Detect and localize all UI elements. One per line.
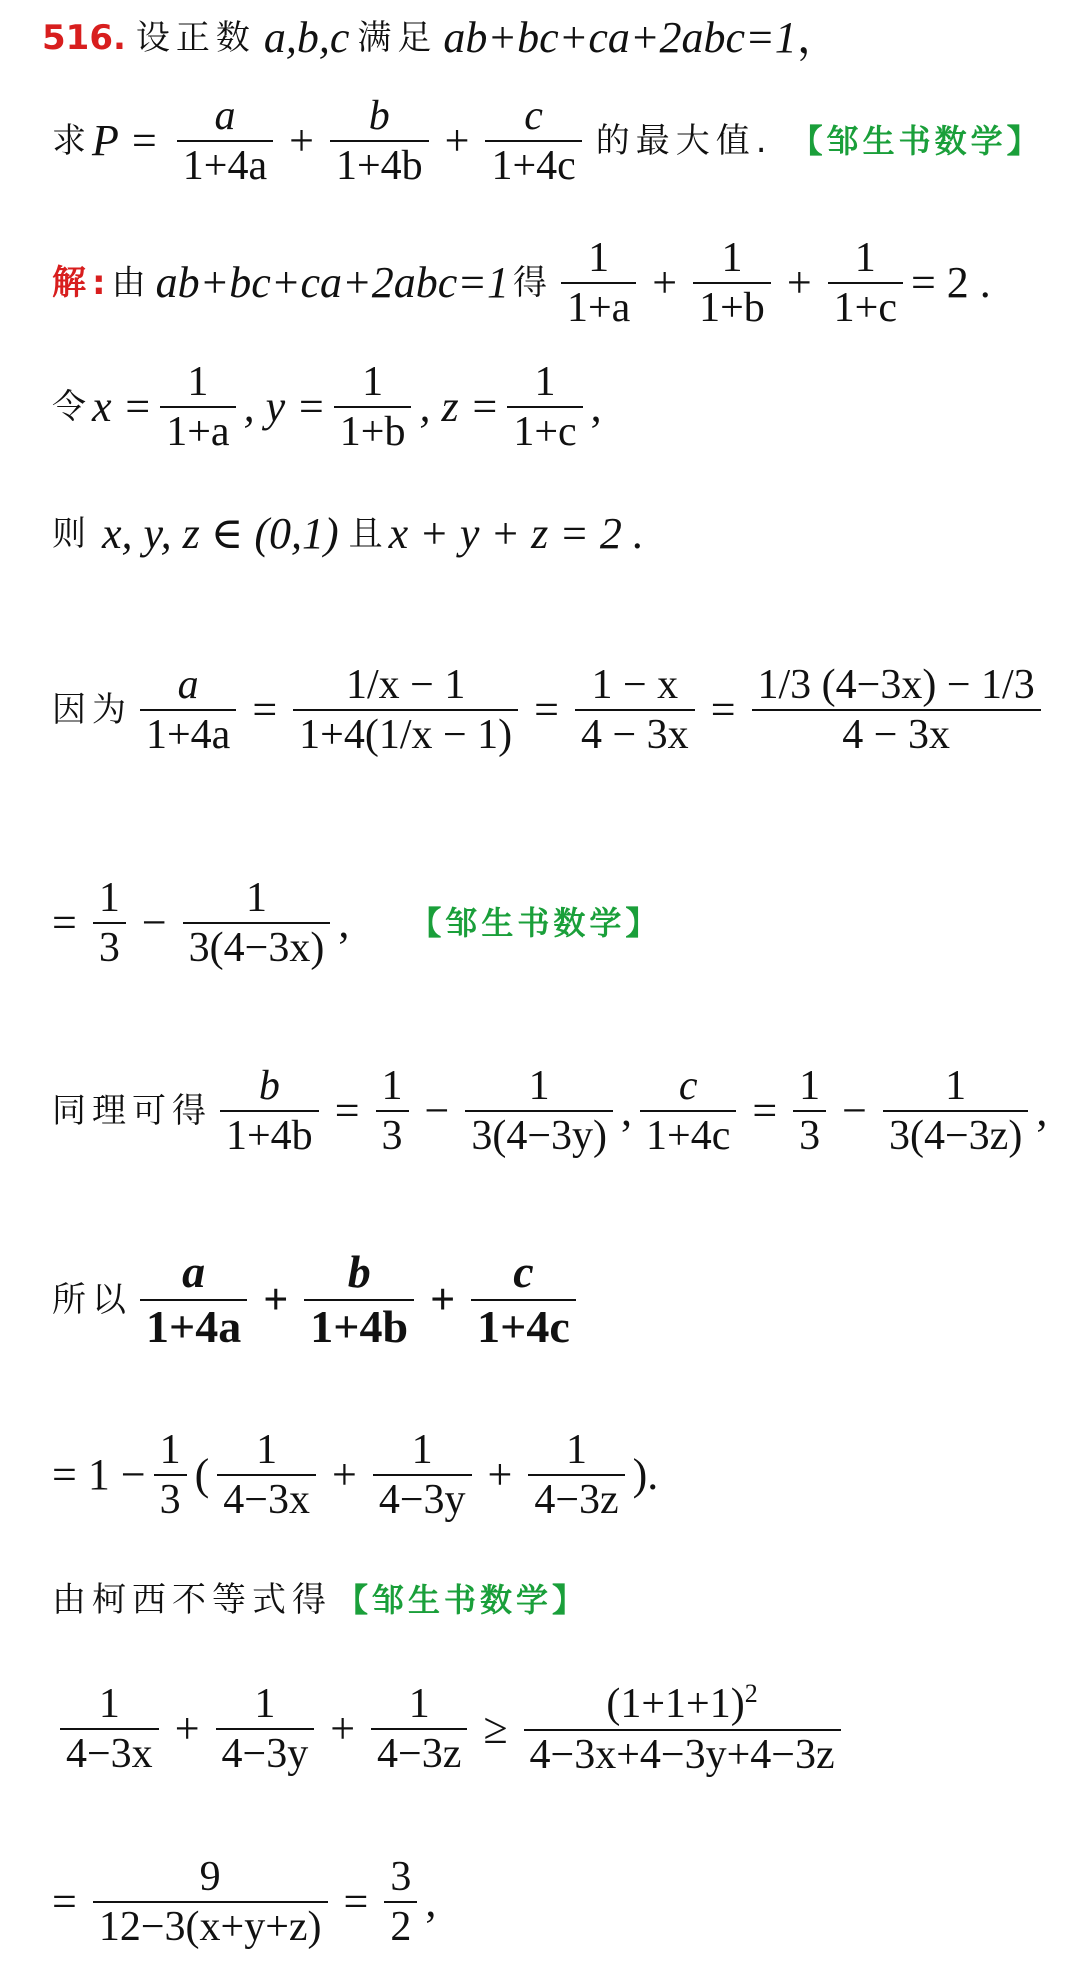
- fraction-numerator: 3: [390, 1853, 412, 1900]
- close-paren: ).: [632, 1450, 659, 1499]
- one-minus: = 1 −: [52, 1450, 146, 1499]
- fraction-denominator: 1+4b: [310, 1301, 409, 1352]
- fraction-denominator: 1+4c: [491, 143, 576, 189]
- inv-y: [216, 1680, 315, 1779]
- fraction-denominator: 1+b: [339, 409, 406, 455]
- z-def: , z =: [419, 382, 500, 431]
- recip-term-b: [693, 234, 771, 333]
- fraction-denominator: 1+a: [566, 285, 631, 331]
- fraction-numerator: 1/3 (4−3x) − 1/3: [757, 661, 1035, 708]
- fraction-numerator: 1: [854, 234, 876, 281]
- p-term-b: [330, 92, 429, 191]
- fraction-numerator: 1: [721, 234, 743, 281]
- a-term-fraction: [140, 1246, 247, 1354]
- problem-comma: ，: [796, 13, 841, 62]
- comma: ,: [425, 1877, 437, 1926]
- fraction-denominator: 4 − 3x: [842, 712, 950, 758]
- solution-line-let: [52, 352, 602, 462]
- solution-line-similar: [52, 1056, 1047, 1166]
- one-third: [376, 1062, 409, 1161]
- comma: ,: [338, 898, 350, 947]
- fraction-denominator: 1+4c: [477, 1301, 570, 1352]
- z-fraction: [507, 358, 582, 457]
- equals-sign: =: [252, 685, 278, 734]
- fraction-denominator: 1+c: [513, 409, 577, 455]
- problem-text: 设正数: [135, 18, 256, 58]
- cauchy-base: (1+1+1): [606, 1681, 745, 1728]
- fraction-denominator: 4−3z: [377, 1731, 462, 1777]
- equals-sign: =: [52, 1877, 77, 1926]
- equals-sign: =: [343, 1877, 369, 1926]
- one-third: [154, 1426, 187, 1525]
- fraction-denominator: 4−3y: [221, 1731, 309, 1777]
- plus-sign: +: [652, 258, 678, 307]
- inv-z: [528, 1426, 624, 1525]
- equals-sign: =: [752, 1086, 778, 1135]
- geq-sign: ≥: [483, 1704, 508, 1753]
- domain-math: x, y, z ∈ (0,1): [102, 509, 339, 558]
- minus-sign: −: [141, 898, 167, 947]
- minus-sign: −: [424, 1086, 450, 1135]
- equals-sign: =: [710, 685, 736, 734]
- fraction-numerator: 1: [411, 1426, 433, 1473]
- problem-ask: 求: [52, 121, 92, 161]
- problem-text: 满足: [357, 18, 438, 58]
- fraction-numerator: b: [347, 1246, 371, 1298]
- b-term-fraction: [220, 1062, 319, 1161]
- brand-watermark: 【邹生书数学】: [790, 122, 1043, 160]
- solution-text: 由: [111, 263, 152, 303]
- similarly-word: 同理可得: [52, 1091, 212, 1131]
- fraction-numerator: [600, 1679, 763, 1728]
- cauchy-exponent: 2: [744, 1679, 758, 1709]
- sum-condition: x + y + z = 2 .: [388, 509, 644, 558]
- fraction-numerator: c: [524, 92, 543, 139]
- fraction-denominator: 4 − 3x: [581, 712, 689, 758]
- split-fraction: [752, 661, 1041, 760]
- solution-line-so: [52, 1240, 584, 1360]
- fraction-numerator: 1: [588, 234, 610, 281]
- c-term-fraction: [640, 1062, 736, 1161]
- problem-number: 516.: [42, 18, 126, 58]
- c-term-fraction: [471, 1246, 576, 1354]
- fraction-denominator: 3: [159, 1477, 181, 1523]
- fraction-numerator: 1: [945, 1062, 967, 1109]
- solution-line-sum: [52, 1420, 658, 1530]
- fraction-numerator: a: [214, 92, 236, 139]
- plus-sign: +: [487, 1450, 513, 1499]
- equals-sign: =: [534, 685, 559, 734]
- fraction-denominator: 1+a: [166, 409, 230, 455]
- fraction-numerator: 1: [381, 1062, 403, 1109]
- fraction-denominator: 1+4a: [146, 712, 231, 758]
- p-term-a: [177, 92, 273, 191]
- three-halves: [384, 1853, 417, 1952]
- fraction-numerator: 1: [245, 874, 267, 921]
- fraction-numerator: 1/x − 1: [345, 661, 466, 708]
- x-def: x =: [92, 382, 153, 431]
- fraction-denominator: 3: [98, 925, 120, 971]
- a-term-fraction: [140, 661, 236, 760]
- solution-line-cauchy: [52, 1572, 588, 1628]
- fraction-denominator: 1+4(1/x − 1): [299, 712, 513, 758]
- fraction-denominator: 3: [381, 1113, 403, 1159]
- plus-sign: +: [263, 1275, 289, 1324]
- fraction-numerator: 1: [98, 874, 120, 921]
- problem-vars: a,b,c: [263, 13, 350, 62]
- cauchy-rhs: [524, 1679, 841, 1779]
- solution-label: 解:: [52, 263, 112, 303]
- y-def: , y =: [243, 382, 326, 431]
- p-symbol: P =: [92, 116, 159, 165]
- one-third: [793, 1062, 826, 1161]
- and-word: 且: [348, 514, 389, 554]
- solution-line-inequality: [52, 1674, 849, 1784]
- cauchy-text: 由柯西不等式得: [52, 1580, 332, 1620]
- equals-sign: =: [52, 898, 77, 947]
- solution-condition: ab+bc+ca+2abc=1: [155, 258, 509, 307]
- fraction-denominator: 4−3x: [66, 1731, 153, 1777]
- fraction-denominator: 1+4a: [146, 1301, 242, 1352]
- fraction-denominator: 3(4−3x): [188, 925, 325, 971]
- fraction-numerator: 1: [362, 358, 384, 405]
- equals-two: = 2 .: [910, 258, 991, 307]
- solution-line-because: [52, 615, 1049, 805]
- p-term-c: [485, 92, 581, 191]
- fraction-denominator: 1+b: [699, 285, 765, 331]
- problem-line-2: [52, 86, 1043, 196]
- comma: ,: [621, 1086, 633, 1135]
- fraction-numerator: a: [182, 1246, 206, 1298]
- plus-sign: +: [289, 116, 314, 165]
- fraction-denominator: 1+4a: [182, 143, 268, 189]
- plus-sign: +: [331, 1450, 357, 1499]
- fraction-numerator: c: [513, 1246, 534, 1298]
- reciprocal-z: [883, 1062, 1028, 1161]
- recip-term-a: [561, 234, 636, 333]
- fraction-denominator: 1+c: [833, 285, 897, 331]
- fraction-numerator: 1: [528, 1062, 550, 1109]
- substituted-fraction: [293, 661, 518, 760]
- fraction-numerator: 1 − x: [591, 661, 679, 708]
- fraction-denominator: 3(4−3z): [889, 1113, 1023, 1159]
- inv-z: [371, 1680, 467, 1779]
- solution-text: 得: [512, 263, 553, 303]
- fraction-numerator: 1: [256, 1426, 278, 1473]
- fraction-numerator: 9: [199, 1853, 221, 1900]
- solution-line-domain: [52, 504, 644, 564]
- plus-sign: +: [174, 1704, 200, 1753]
- fraction-denominator: 12−3(x+y+z): [98, 1904, 322, 1950]
- one-third: [93, 874, 126, 973]
- brand-watermark: 【邹生书数学】: [409, 904, 662, 942]
- reciprocal-x: [183, 874, 331, 973]
- fraction-denominator: 4−3x: [223, 1477, 310, 1523]
- x-fraction: [160, 358, 235, 457]
- brand-watermark: 【邹生书数学】: [336, 1581, 589, 1619]
- fraction-numerator: b: [258, 1062, 280, 1109]
- fraction-numerator: 1: [799, 1062, 821, 1109]
- comma: ,: [590, 382, 602, 431]
- recip-term-c: [828, 234, 903, 333]
- so-word: 所以: [52, 1280, 132, 1320]
- y-fraction: [334, 358, 412, 457]
- nine-fraction: [93, 1853, 328, 1952]
- fraction-numerator: 1: [534, 358, 556, 405]
- because-word: 因为: [52, 690, 132, 730]
- minus-sign: −: [842, 1086, 867, 1135]
- b-term-fraction: [304, 1246, 414, 1354]
- fraction-denominator: 1+4b: [226, 1113, 313, 1159]
- problem-line-1: [42, 12, 841, 64]
- fraction-denominator: 4−3x+4−3y+4−3z: [529, 1731, 835, 1778]
- fraction-denominator: 2: [390, 1904, 412, 1950]
- solution-line-result-a: [52, 868, 661, 978]
- then-word: 则: [52, 514, 92, 554]
- fraction-denominator: 3(4−3y): [471, 1113, 608, 1159]
- solution-line-final: [52, 1842, 436, 1962]
- plus-sign: +: [444, 116, 470, 165]
- plus-sign: +: [330, 1704, 356, 1753]
- fraction-numerator: 1: [254, 1680, 276, 1727]
- problem-ask-tail: 的最大值.: [595, 121, 773, 161]
- fraction-denominator: 1+4b: [335, 143, 423, 189]
- inv-x: [60, 1680, 159, 1779]
- problem-condition: ab+bc+ca+2abc=1: [443, 13, 797, 62]
- fraction-numerator: a: [177, 661, 199, 708]
- fraction-numerator: 1: [98, 1680, 120, 1727]
- reciprocal-y: [465, 1062, 613, 1161]
- fraction-numerator: 1: [408, 1680, 430, 1727]
- open-paren: (: [194, 1450, 210, 1499]
- plus-sign: +: [430, 1275, 456, 1324]
- plus-sign: +: [786, 258, 812, 307]
- fraction-numerator: 1: [565, 1426, 587, 1473]
- fraction-denominator: 1+4c: [646, 1113, 731, 1159]
- fraction-numerator: 1: [159, 1426, 181, 1473]
- let-word: 令: [52, 387, 92, 427]
- comma: ,: [1036, 1086, 1048, 1135]
- solution-line-1: [52, 228, 991, 338]
- fraction-denominator: 4−3z: [534, 1477, 619, 1523]
- simplified-fraction: [575, 661, 695, 760]
- inv-y: [373, 1426, 472, 1525]
- fraction-numerator: 1: [187, 358, 209, 405]
- fraction-denominator: 4−3y: [378, 1477, 466, 1523]
- inv-x: [217, 1426, 316, 1525]
- fraction-numerator: c: [678, 1062, 698, 1109]
- fraction-numerator: b: [368, 92, 390, 139]
- equals-sign: =: [334, 1086, 360, 1135]
- fraction-denominator: 3: [799, 1113, 821, 1159]
